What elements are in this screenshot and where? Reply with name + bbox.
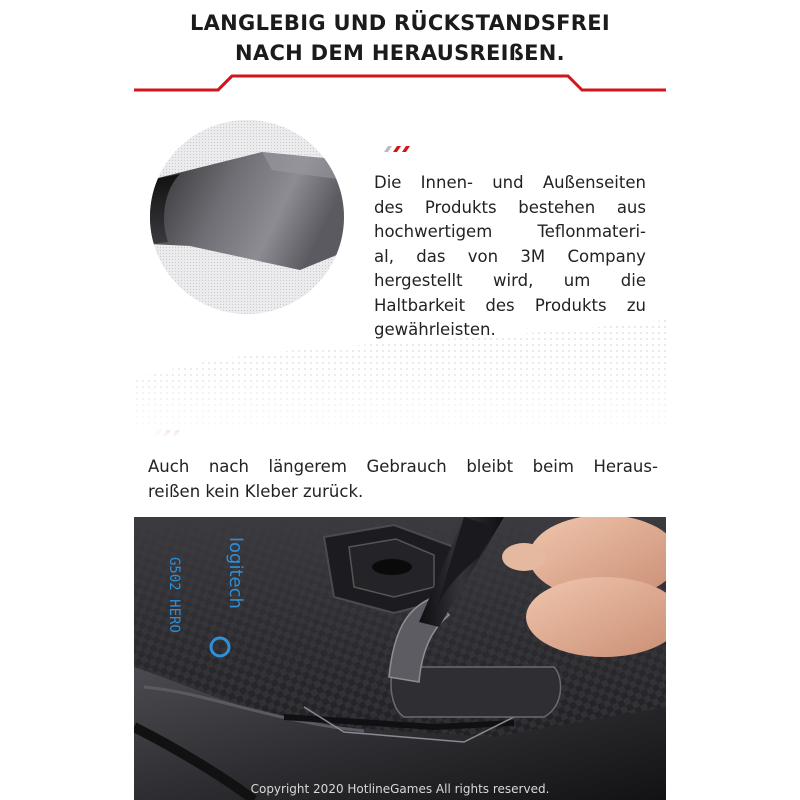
- mouse-peeling-photo: [134, 517, 666, 800]
- paragraph-line: reißen kein Kleber zurück.: [148, 482, 364, 501]
- paragraph-line: Haltbarkeit des Produkts zu: [374, 295, 646, 315]
- paragraph-line: Die Innen- und Außenseiten: [374, 173, 646, 192]
- paragraph-line: hergestellt wird, um die: [374, 271, 646, 290]
- paragraph-line: al, das von 3M Company: [374, 246, 646, 266]
- paragraph-line: hochwertigem Teflonmateri-: [374, 222, 646, 241]
- paragraph-line: des Produkts bestehen aus: [374, 197, 646, 217]
- accent-stripes-icon: [380, 144, 410, 154]
- title-line-2: NACH DEM HERAUSREIßEN.: [235, 41, 565, 65]
- mouse-model-text: G502 HERO: [166, 557, 182, 633]
- mouse-brand-text: logitech: [225, 537, 246, 609]
- copyright-text: Copyright 2020 HotlineGames All rights reserved.: [250, 782, 550, 796]
- title-line-1: LANGLEBIG UND RÜCKSTANDSFREI: [189, 11, 611, 35]
- description-paragraph: [374, 171, 646, 343]
- page-title: [0, 8, 800, 68]
- paragraph-line: Auch nach längerem Gebrauch bleibt beim Heraus-: [148, 457, 658, 476]
- material-closeup-image: [150, 120, 344, 314]
- residue-paragraph: [148, 454, 658, 504]
- paragraph-line: gewährleisten.: [374, 320, 496, 339]
